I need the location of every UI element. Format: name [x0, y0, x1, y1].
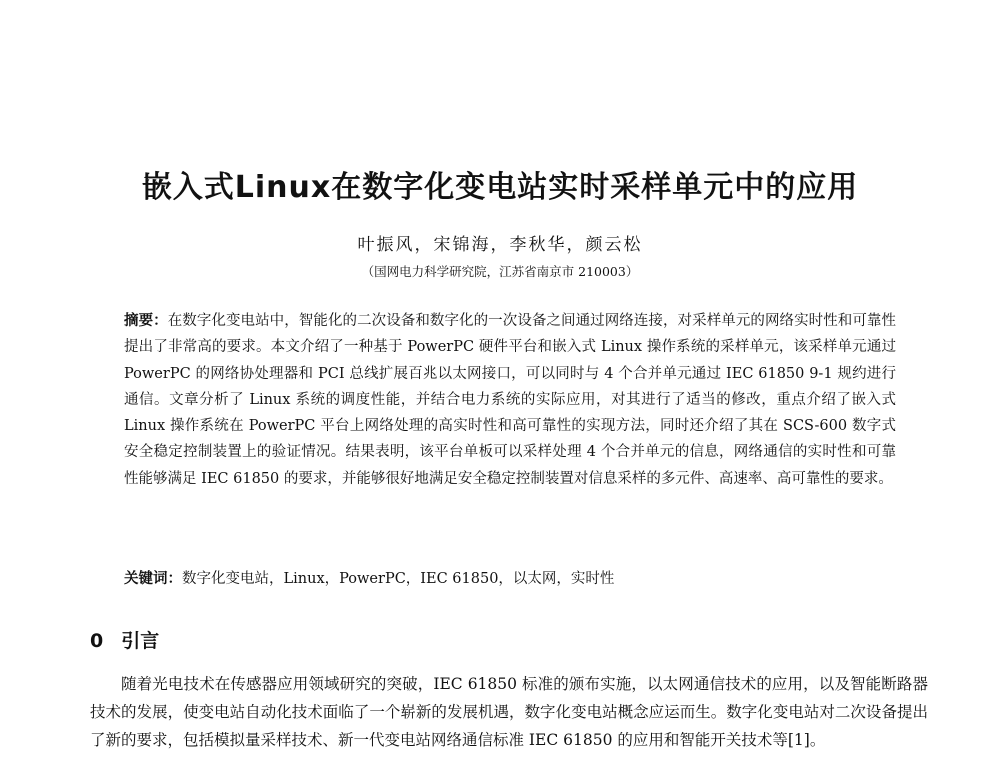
affiliation: （国网电力科学研究院，江苏省南京市 210003）	[361, 264, 639, 279]
abstract	[124, 308, 896, 492]
keywords	[124, 568, 896, 590]
section-title: 引言	[121, 630, 160, 652]
paper-title: 嵌入式Linux在数字化变电站实时采样单元中的应用	[141, 170, 859, 205]
introduction-paragraph: 随着光电技术在传感器应用领域研究的突破，IEC 61850 标准的颁布实施，以太网通信技术的应用，以及智能断路器技术的发展，使变电站自动化技术面临了一个崭新的发展机遇，数字化变电站概念应运而生。数字化变电站对二次设备提出了新的要求，包括模拟量采样技术、新一代变电站网络通信标准 IEC 61850 的应用和智能开关技术等[1]。	[90, 675, 928, 749]
abstract-label: 摘要：	[124, 312, 168, 329]
abstract-text: 在数字化变电站中，智能化的二次设备和数字化的一次设备之间通过网络连接，对采样单元的网络实时性和可靠性提出了非常高的要求。本文介绍了一种基于 PowerPC 硬件平台和嵌入式 Linux 操作系统的采样单元，该采样单元通过 PowerPC 的网络协处理器和 PCI 总线扩展百兆以太网接口，可以同时与 4 个合并单元通过 IEC 61850 9-1 规约进行通信。文章分析了 Linux 系统的调度性能，并结合电力系统的实际应用，对其进行了适当的修改，重点介绍了嵌入式 Linux 操作系统在 PowerPC 平台上网络处理的高实时性和高可靠性的实现方法，同时还介绍了其在 SCS-600 数字式安全稳定控制装置上的验证情况。结果表明，该平台单板可以采样处理 4 个合并单元的信息，网络通信的实时性和可靠性能够满足 IEC 61850 的要求，并能够很好地满足安全稳定控制装置对信息采样的多元件、高速率、高可靠性的要求。	[124, 313, 896, 487]
keywords-label: 关键词：	[124, 570, 182, 587]
author-list: 叶振风，宋锦海，李秋华，颜云松	[357, 235, 643, 255]
keywords-text: 数字化变电站，Linux，PowerPC，IEC 61850，以太网，实时性	[182, 571, 615, 587]
section-number: 0	[90, 630, 104, 652]
section-heading-introduction	[90, 626, 159, 653]
